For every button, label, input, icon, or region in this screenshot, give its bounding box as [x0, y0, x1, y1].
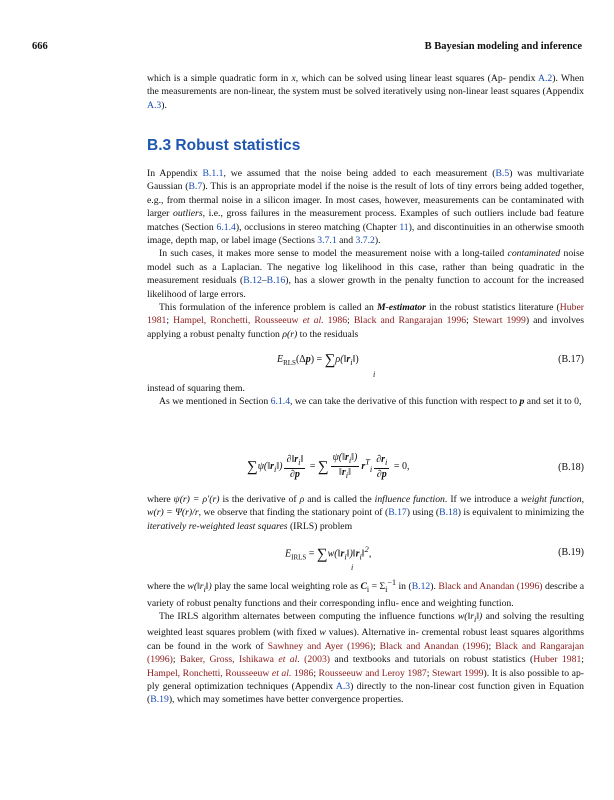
paragraph: In such cases, it makes more sense to model the measurement noise with a long-tailed contaminated noise model such as a Laplacian. The negative log likelihood in this case, rather than being quadratic in the measurement residuals (B.12–B.16), has a slower growth in the penalty function to account for the increased likelihood of large errors.: [147, 248, 585, 300]
ref-link[interactable]: B.12: [411, 581, 431, 593]
ref-link[interactable]: B.19: [150, 694, 169, 706]
citation-link[interactable]: Black and Rangarajan 1996: [353, 315, 467, 327]
ref-link[interactable]: 6.1.4: [270, 396, 291, 408]
section-body-2: [147, 382, 584, 409]
paragraph-intro: which is a simple quadratic form in x, which can be solved using linear least squares (Ap- pendix A.2). When the measurements are non-linear, the system must be solved iteratively using non-linear least squares (Appendix A.3).: [147, 73, 584, 111]
citation-link[interactable]: Rousseeuw and Leroy 1987: [318, 667, 427, 679]
citation-link[interactable]: Baker, Gross, Ishikawa et al. (2003): [179, 654, 331, 666]
equation-b19: $E_{IRLS}$ = $\sum w(‖r_i‖)‖r_i‖^2$, i (B.19): [285, 545, 584, 572]
paragraph: The IRLS algorithm alternates between computing the influence functions $w(‖r_i‖)$ and solving the resulting weighted least squares problem (with fixed w values). Alternative in- cremental robust least squares algorithms can be found in the work of Sawhney and Ayer (1996); Black and Anandan (1996); Black and Rangarajan (1996); Baker, Gross, Ishikawa et al. (2003) and textbooks and tutorials on robust statistics (Huber 1981; Hampel, Ronchetti, Rousseeuw et al. 1986; Rousseeuw and Leroy 1987; Stewart 1999). It is also possible to ap- ply general optimization techniques (Appendix A.3) directly to the non-linear cost function given in Equation (B.19), which may sometimes have better convergence properties.: [147, 610, 585, 706]
paragraph: As we mentioned in Section 6.1.4, we can take the derivative of this function with respect to p and set it to 0,: [159, 396, 582, 408]
citation-link[interactable]: Hampel, Ronchetti, Rousseeuw et al. 1986: [147, 667, 314, 679]
citation-link[interactable]: Black and Anandan (1996): [379, 640, 489, 652]
ref-link[interactable]: 11: [399, 221, 409, 233]
citation-link[interactable]: Hampel, Ronchetti, Rousseeuw et al. 1986: [173, 315, 348, 327]
section-body-3: [147, 493, 584, 533]
citation-link[interactable]: Huber 1981: [533, 654, 582, 666]
citation-link[interactable]: Black and Rangarajan (1996): [147, 640, 584, 666]
section-body-1: [147, 167, 584, 341]
ref-link[interactable]: B.1.1: [202, 168, 224, 179]
ref-link[interactable]: 6.1.4: [216, 221, 236, 233]
paragraph: In Appendix B.1.1, we assumed that the noise being added to each measurement (B.5) was multivariate Gaussian (B.7). This is an appropriate model if the noise is the result of lots of tiny errors being added together, e.g., from thermal noise in a silicon imager. In most cases, however, measurements can be contaminated with larger outliers, i.e., gross failures in the measurement process. Examples of such outliers include bad feature matches (Section 6.1.4), occlusions in stereo matching (Chapter 11), and discontinuities in an otherwise smooth image, depth map, or label image (Sections 3.7.1 and 3.7.2).: [147, 168, 584, 247]
citation-link[interactable]: Stewart 1999: [472, 315, 526, 327]
equation-number: (B.19): [558, 547, 584, 558]
section-body-4: [147, 576, 584, 707]
citation-link[interactable]: Huber 1981: [147, 302, 584, 327]
citation-link[interactable]: Black and Anandan (1996): [438, 581, 543, 593]
citation-link[interactable]: Stewart 1999: [432, 667, 484, 679]
paragraph: This formulation of the inference problem is called an M-estimator in the robust statistics literature (Huber 1981; Hampel, Ronchetti, Rousseeuw et al. 1986; Black and Rangarajan 1996; Stewart 1999) and involves applying a robust penalty function ρ(r) to the residuals: [147, 302, 584, 340]
ref-link[interactable]: A.3: [147, 99, 162, 111]
ref-link[interactable]: B.12: [243, 275, 262, 287]
ref-link[interactable]: B.18: [439, 507, 458, 519]
running-header: [32, 41, 582, 57]
paragraph: where ψ(r) = ρ′(r) is the derivative of ρ and is called the influence function. If we introduce a weight function, w(r) = Ψ(r)/r, we observe that finding the stationary point of (B.17) using (B.18) is equivalent to minimizing the iteratively re-weighted least squares (IRLS) problem: [147, 494, 584, 532]
page-number: 666: [32, 41, 48, 52]
ref-link[interactable]: A.3: [335, 680, 351, 692]
ref-link[interactable]: B.16: [266, 275, 286, 287]
equation-number: (B.18): [558, 462, 584, 473]
section-heading: B.3 Robust statistics: [147, 137, 301, 154]
ref-link[interactable]: B.5: [495, 168, 510, 179]
equation-number: (B.17): [558, 354, 584, 365]
citation-link[interactable]: Sawhney and Ayer (1996): [267, 640, 373, 652]
equation-b17: $E_{RLS}(\Delta p)$ = $\sum\rho(‖r_i‖)$ i (B.17): [277, 352, 584, 379]
ref-link[interactable]: A.2: [538, 73, 553, 84]
chapter-title: B Bayesian modeling and inference: [424, 41, 582, 52]
equation-b18: $\sum\psi(‖r_i‖)$ $\frac{\partial‖r_i‖}{\partial p}$ = ∑ $\frac{\psi(‖r_i‖)}{‖r_i‖}$ $r^T_i$ $\frac{\partial r_i}{\partial p}$ = 0, (B.18): [247, 452, 584, 480]
ref-link[interactable]: B.17: [388, 507, 407, 519]
paragraph: where the $w(‖r_i‖)$ play the same local weighting role as $C_i = \Sigma_i^{-1}$ in (B.12). Black and Anandan (1996) describe a variety of robust penalty functions and their corresponding influ- ence and weighting function.: [147, 578, 585, 609]
ref-link[interactable]: B.7: [188, 181, 203, 193]
paragraph: instead of squaring them.: [147, 383, 245, 394]
ref-link[interactable]: 3.7.1: [317, 235, 337, 247]
ref-link[interactable]: 3.7.2: [355, 235, 375, 247]
